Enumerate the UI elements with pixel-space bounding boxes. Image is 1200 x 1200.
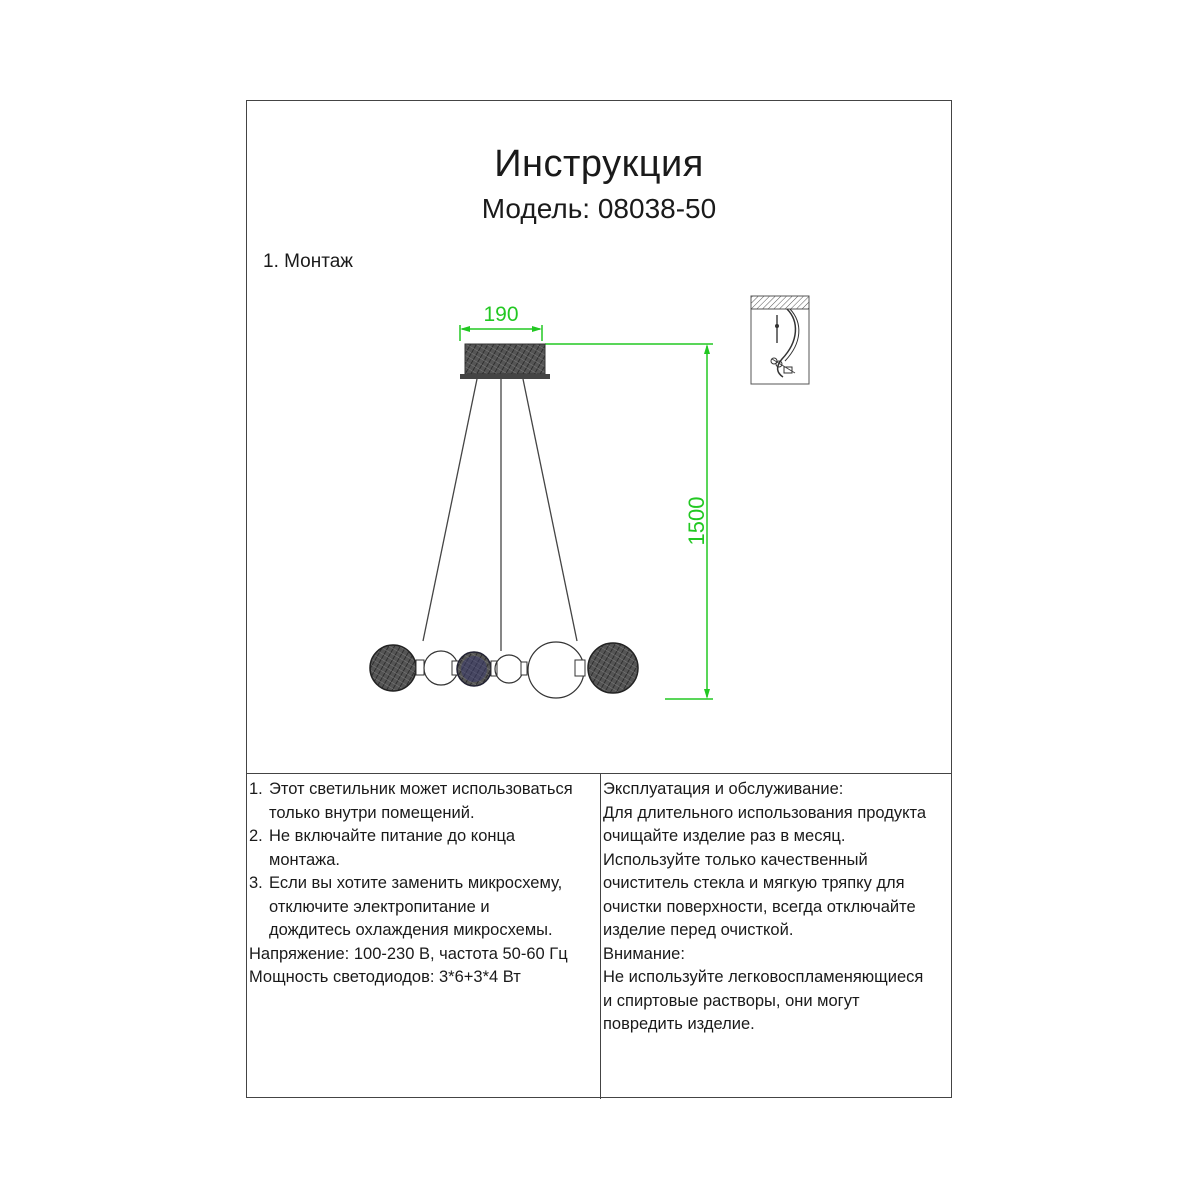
- voltage-spec: Напряжение: 100-230 В, частота 50-60 Гц: [249, 944, 568, 963]
- note-2-line-2: монтажа.: [269, 850, 340, 869]
- height-dimension-label: 1500: [684, 496, 709, 546]
- note-3-line-3: дождитесь охлаждения микросхемы.: [269, 921, 553, 939]
- maintenance-line: очищайте изделие раз в месяц.: [603, 827, 846, 845]
- maintenance-line: Используйте только качественный: [603, 850, 868, 869]
- warning-line: повредить изделие.: [603, 1015, 755, 1033]
- note-2-line-1: 2. Не включайте питание до конца: [249, 827, 516, 845]
- chandelier-drawing: [247, 281, 951, 701]
- warning-line: и спиртовые растворы, они могут: [603, 991, 860, 1010]
- safety-notes-column: [249, 778, 599, 990]
- maintenance-line: очистки поверхности, всегда отключайте: [603, 897, 916, 916]
- model-line: [247, 193, 951, 225]
- warning-heading: Внимание:: [603, 944, 685, 963]
- lamp-ring: [370, 642, 638, 698]
- note-1-line-1: 1. Этот светильник может использоваться: [249, 780, 573, 798]
- maintenance-heading: Эксплуатация и обслуживание:: [603, 780, 844, 798]
- maintenance-line: очиститель стекла и мягкую тряпку для: [603, 874, 905, 892]
- note-1-line-2: только внутри помещений.: [269, 803, 475, 822]
- suspension-cables: [423, 379, 577, 651]
- model-number: 08038-50: [597, 193, 717, 224]
- width-dimension: [460, 303, 542, 341]
- instruction-sheet: [246, 100, 952, 1098]
- model-label: Модель:: [481, 193, 591, 224]
- notes-table: [247, 773, 951, 1099]
- maintenance-line: изделие перед очисткой.: [603, 921, 794, 939]
- note-3-line-2: отключите электропитание и: [269, 897, 490, 916]
- document-title: Инструкция: [494, 143, 704, 185]
- width-dimension-label: 190: [483, 303, 519, 326]
- maintenance-column: [603, 778, 949, 1037]
- led-power-spec: Мощность светодиодов: 3*6+3*4 Вт: [249, 968, 521, 986]
- column-divider: [600, 774, 601, 1099]
- note-3-line-1: 3. Если вы хотите заменить микросхему,: [249, 874, 563, 892]
- ceiling-canopy: [460, 344, 550, 379]
- maintenance-line: Для длительного использования продукта: [603, 803, 927, 822]
- section-heading-mounting: 1. Монтаж: [263, 251, 353, 272]
- warning-line: Не используйте легковоспламеняющиеся: [603, 968, 924, 986]
- mounting-detail-inset: [751, 296, 809, 384]
